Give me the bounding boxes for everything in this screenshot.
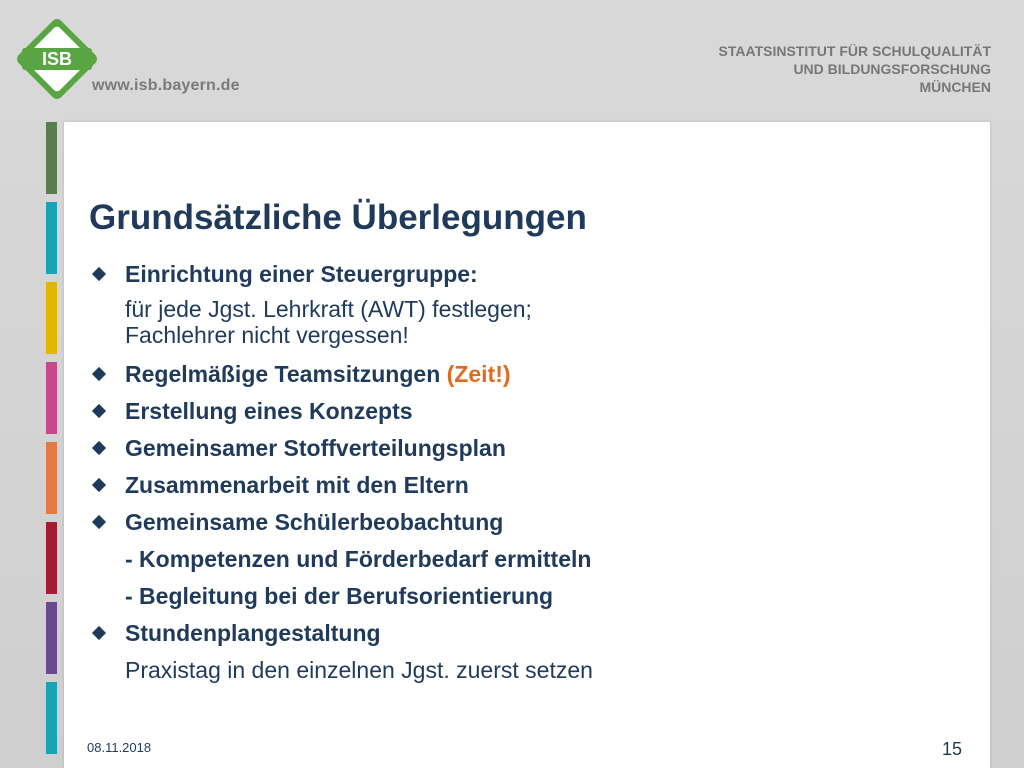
list-item: Praxistag in den einzelnen Jgst. zuerst setzen: [125, 657, 593, 683]
time-note: (Zeit!): [446, 361, 511, 387]
list-item: - Kompetenzen und Förderbedarf ermitteln: [125, 546, 592, 572]
color-stripe: [46, 682, 57, 754]
color-stripe: [46, 202, 57, 274]
color-stripe: [46, 282, 57, 354]
slide-date: 08.11.2018: [87, 740, 152, 755]
list-item: Einrichtung einer Steuergruppe:: [89, 260, 969, 296]
page-number: 15: [941, 739, 962, 759]
isb-logo: [12, 14, 102, 104]
institute-line: MÜNCHEN: [919, 79, 991, 95]
list-item: Regelmäßige Teamsitzungen (Zeit!): [89, 360, 969, 397]
list-item: Gemeinsamer Stoffverteilungsplan: [89, 434, 969, 471]
color-stripe: [46, 602, 57, 674]
color-stripe-bar: [46, 122, 57, 754]
color-stripe: [46, 442, 57, 514]
list-item: - Begleitung bei der Berufsorientierung: [125, 583, 554, 609]
slide-content: [64, 122, 990, 768]
list-item: Stundenplangestaltung: [89, 619, 969, 656]
list-item: Erstellung eines Konzepts: [89, 397, 969, 434]
website-url[interactable]: www.isb.bayern.de: [92, 77, 240, 94]
institute-name: [719, 42, 991, 96]
institute-line: UND BILDUNGSFORSCHUNG: [793, 61, 991, 77]
color-stripe: [46, 122, 57, 194]
list-item: Fachlehrer nicht vergessen!: [125, 322, 409, 348]
color-stripe: [46, 522, 57, 594]
list-item: für jede Jgst. Lehrkraft (AWT) festlegen;: [125, 296, 532, 322]
list-item: Gemeinsame Schülerbeobachtung: [89, 508, 969, 545]
logo-text: ISB: [41, 49, 73, 69]
list-item: Zusammenarbeit mit den Eltern: [89, 471, 969, 508]
color-stripe: [46, 362, 57, 434]
bullet-list: [89, 260, 969, 693]
slide-title: Grundsätzliche Überlegungen: [89, 198, 587, 237]
institute-line: STAATSINSTITUT FÜR SCHULQUALITÄT: [718, 43, 991, 59]
